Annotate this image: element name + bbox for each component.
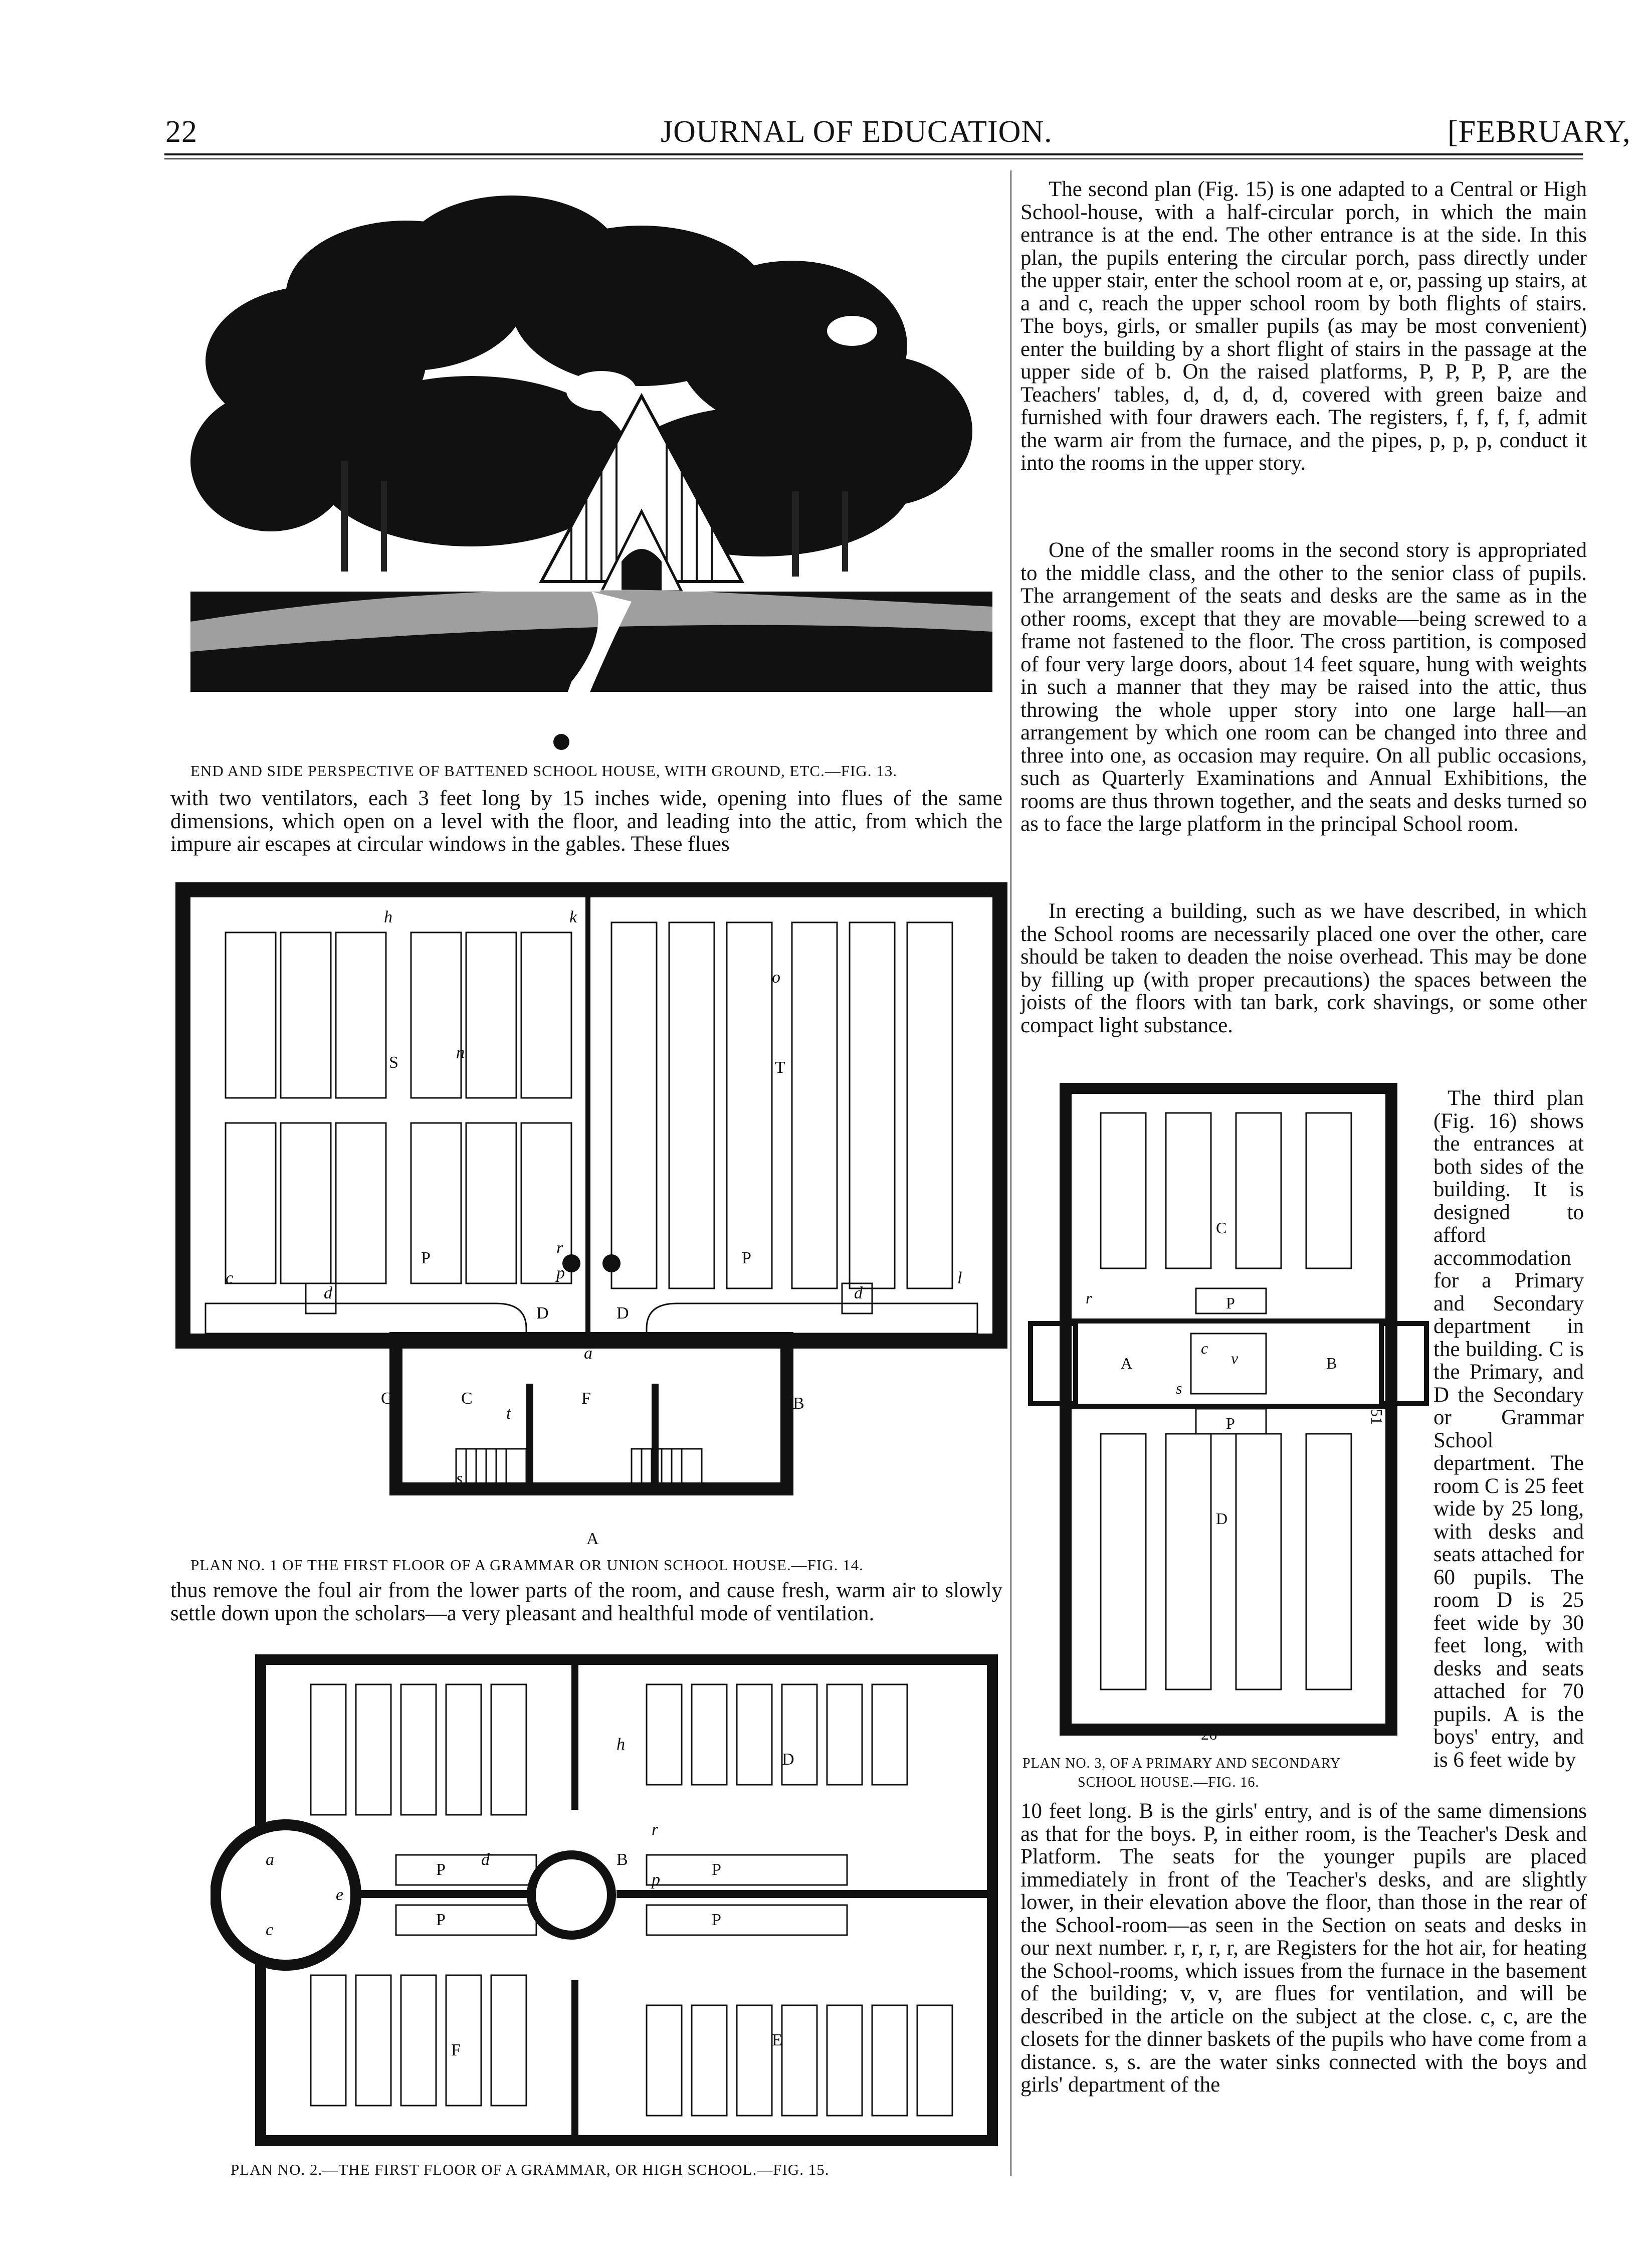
fig15-label-P-1: P — [436, 1860, 446, 1879]
fig14-label-B: B — [793, 1394, 804, 1413]
fig14-label-D-right: D — [617, 1304, 629, 1322]
fig16-label-A: A — [1121, 1354, 1133, 1372]
fig14-label-a: a — [584, 1344, 592, 1363]
fig14-caption: PLAN NO. 1 OF THE FIRST FLOOR OF A GRAMMAR OR UNION SCHOOL HOUSE.—FIG. 14. — [190, 1556, 864, 1574]
fig14-label-A: A — [586, 1530, 599, 1548]
fig16-label-c: c — [1201, 1339, 1208, 1357]
fig14-label-d-left: d — [324, 1284, 332, 1302]
right-paragraph-4: 10 feet long. B is the girls' entry, and is of the same dimensions as that for the boys. P, in either room, is the Teacher's Desk and Platform. The seats for the younger pupils are placed immediately in front of the Teacher's desks, and are slightly lower, in their elevation above the floor, than those in the rear of the School-room—as seen in the Section on seats and desks in our next number. r, r, r, r, are Registers for the hot air, for heating the School-rooms, which issues from the furnace in the basement of the building; v, v, are flues for ventilation, and will be described in the article on the subject at the close. c, c, are the closets for the dinner baskets of the pupils who have come from a distance. s, s. are the water sinks connected with the boys and girls' department of the — [1020, 1799, 1587, 2097]
issue-month: [FEBRUARY, — [1448, 115, 1631, 149]
fig14-benches-right — [611, 922, 952, 1288]
right-paragraph-1: The second plan (Fig. 15) is one adapted to a Central or High School-house, with a half-circular porch, in which the main entrance is at the end. The other entrance is at the side. In this plan, the pupils entering the circular porch, pass directly under the upper stair, enter the school room at e, or, passing up stairs, at a and c, reach the upper school room by both flights of stairs. The boys, girls, or smaller pupils (as may be most convenient) enter the building by a short flight of stairs in the passage at the upper side of b. On the raised platforms, P, P, P, P, are the Teachers' tables, d, d, d, d, covered with green baize and furnished with four drawers each. The registers, f, f, f, f, admit the warm air from the furnace, and the pipes, p, p, p, conduct it into the rooms in the upper story. — [1020, 177, 1587, 475]
fig16-label-width: 26 — [1201, 1725, 1217, 1740]
fig16-side-text: The third plan (Fig. 16) shows the entrances at both sides of the building. It is designed to afford accommodation for a Primary and Secondary department in the building. C is the Primary, and D the Secondary or Grammar School department. The room C is 25 feet wide by 25 long, with desks and seats attached for 60 pupils. The room D is 25 feet wide by 30 feet long, with desks and seats attached for 70 pupils. A is the boys' entry, and is 6 feet wide by — [1433, 1086, 1584, 1772]
fig14-label-D-left: D — [536, 1304, 549, 1322]
fig14-label-T: T — [775, 1058, 785, 1077]
fig14-label-c: c — [226, 1269, 234, 1287]
fig15-label-P-4: P — [712, 1911, 721, 1929]
fig16-caption-line2: SCHOOL HOUSE.—FIG. 16. — [1078, 1775, 1260, 1790]
fig16-label-s: s — [1176, 1379, 1182, 1397]
left-paragraph-1: with two ventilators, each 3 feet long by 15 inches wide, opening into flues of the same dimensions, which open on a level with the floor, and leading into the attic, from which the impure air escapes at circular windows in the gables. These flues — [170, 787, 1002, 856]
fig14-label-P-right: P — [742, 1249, 751, 1267]
fig14-label-l: l — [957, 1269, 962, 1287]
fig15-label-p: p — [652, 1870, 660, 1889]
fig15-label-B: B — [617, 1850, 628, 1869]
fig14-label-F: F — [581, 1389, 591, 1408]
left-paragraph-2: thus remove the foul air from the lower parts of the room, and cause fresh, warm air to slowly settle down upon the scholars—a very pleasant and healthful mode of ventilation. — [170, 1579, 1002, 1625]
fig15-caption: PLAN NO. 2.—THE FIRST FLOOR OF A GRAMMAR, OR HIGH SCHOOL.—FIG. 15. — [231, 2161, 830, 2178]
fig14-label-P-left: P — [421, 1249, 431, 1267]
fig16-label-depth: 51 — [1368, 1409, 1386, 1425]
fig15-floor-plan — [211, 1654, 1002, 2156]
right-paragraph-3: In erecting a building, such as we have described, in which the School rooms are necessarily placed one over the other, care should be taken to deaden the noise overhead. This may be done by filling up (with proper precautions) the spaces between the joists of the floors with tan bark, cork shavings, or some other compact light substance. — [1020, 899, 1587, 1037]
fig14-label-h: h — [384, 908, 392, 926]
fig16-label-P-bottom: P — [1226, 1414, 1235, 1432]
fig15-label-h: h — [617, 1735, 625, 1754]
fig16-label-v: v — [1231, 1349, 1239, 1367]
right-paragraph-2: One of the smaller rooms in the second story is appropriated to the middle class, and the other to the senior class of pupils. The arrangement of the seats and desks are the same as in the other rooms, except that they are movable—being screwed to a frame not fastened to the floor. The cross partition, is composed of four very large doors, about 14 feet square, hung with weights in such a manner that they may be raised into the attic, thus throwing the whole upper story into one large hall—an arrangement by which one room can be changed into three and three into one, as occasion may require. On all public occasions, such as Quarterly Examinations and Annual Exhibitions, the rooms are thus thrown together, and the seats and desks turned so as to face the large platform in the principal School room. — [1020, 538, 1587, 836]
fig14-label-C: C — [461, 1389, 473, 1408]
fig16-floor-plan — [1020, 1083, 1431, 1740]
header-rule-top — [164, 153, 1583, 155]
fig15-label-P-2: P — [436, 1911, 446, 1929]
fig13-engraving — [190, 180, 992, 752]
fig15-label-D: D — [782, 1750, 794, 1769]
fig16-label-P-top: P — [1226, 1294, 1235, 1312]
fig14-label-s: s — [456, 1469, 463, 1488]
fig15-label-P-3: P — [712, 1860, 721, 1879]
fig16-label-C: C — [1216, 1219, 1227, 1237]
fig15-label-r: r — [652, 1820, 659, 1839]
fig14-floor-plan — [175, 882, 1007, 1549]
fig14-label-n: n — [456, 1043, 465, 1062]
fig13-caption: END AND SIDE PERSPECTIVE OF BATTENED SCHOOL HOUSE, WITH GROUND, ETC.—FIG. 13. — [190, 762, 898, 780]
fig15-label-a: a — [266, 1850, 274, 1869]
fig14-label-o: o — [772, 968, 780, 987]
header-rule-bottom — [164, 158, 1583, 159]
column-divider — [1010, 170, 1011, 2176]
fig14-label-r: r — [556, 1239, 563, 1257]
fig14-label-k: k — [569, 908, 577, 926]
fig16-label-D: D — [1216, 1509, 1228, 1528]
fig16-label-r: r — [1086, 1289, 1092, 1307]
fig15-label-d: d — [481, 1850, 490, 1869]
fig14-label-t: t — [506, 1404, 511, 1423]
fig15-label-F: F — [451, 2041, 461, 2059]
fig15-label-c: c — [266, 1921, 274, 1939]
fig14-label-S: S — [389, 1053, 398, 1072]
fig16-label-B: B — [1326, 1354, 1337, 1372]
journal-title: JOURNAL OF EDUCATION. — [661, 115, 1053, 149]
fig16-caption-line1: PLAN NO. 3, OF A PRIMARY AND SECONDARY — [1022, 1756, 1341, 1771]
fig15-label-E: E — [772, 2031, 782, 2049]
fig15-label-e: e — [336, 1885, 344, 1904]
fig14-desks-left — [226, 932, 571, 1283]
fig14-label-G: G — [381, 1389, 393, 1408]
fig14-label-d-right: d — [854, 1284, 863, 1302]
fig14-label-p: p — [556, 1264, 565, 1282]
page-number: 22 — [165, 115, 197, 149]
